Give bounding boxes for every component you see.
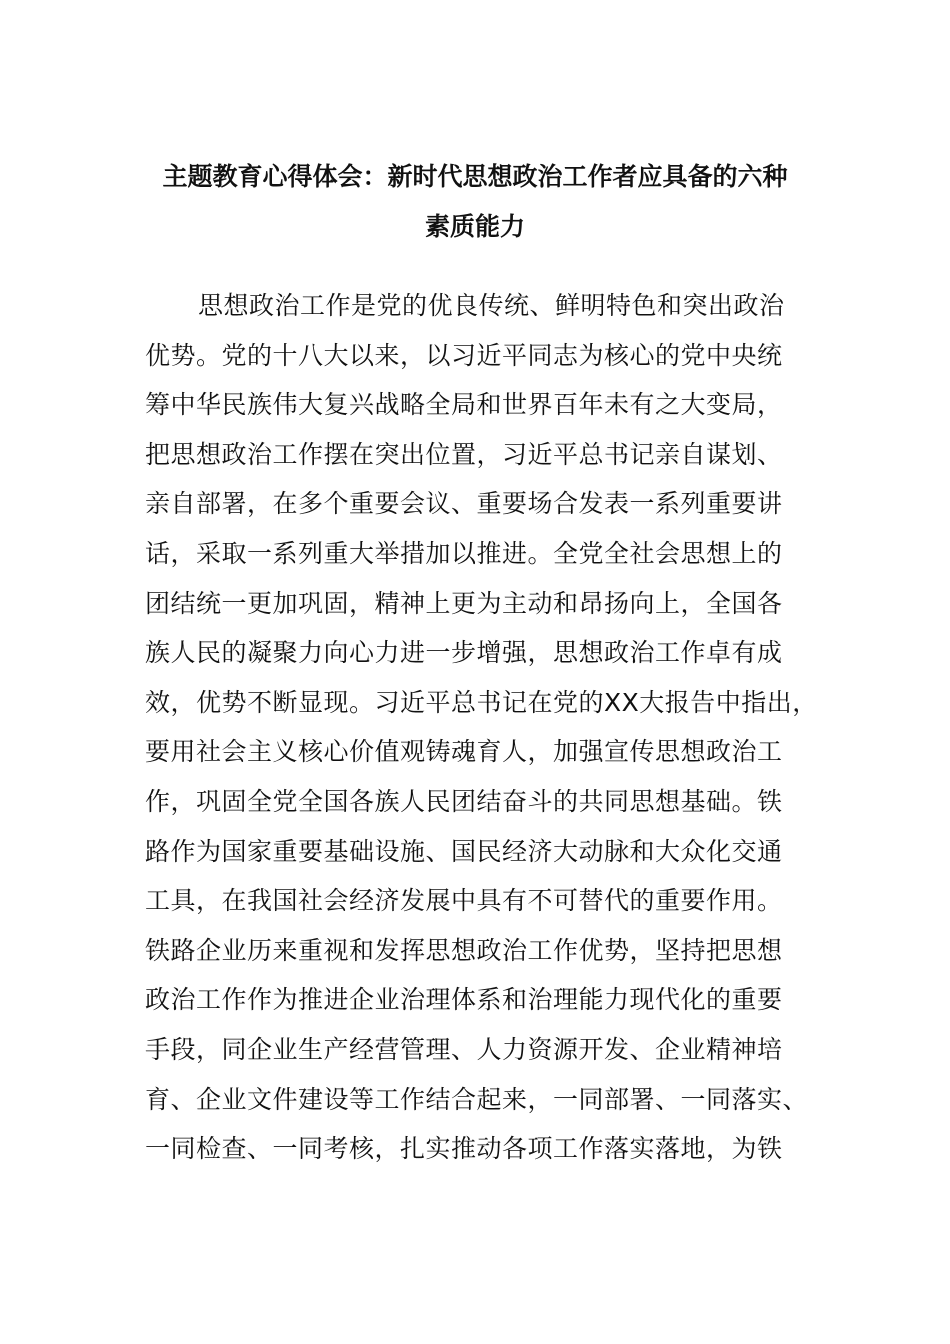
body-line: 育、企业文件建设等工作结合起来，一同部署、一同落实、: [145, 1084, 809, 1114]
document-title-line-2: 素质能力: [424, 212, 525, 241]
body-line: 亲自部署，在多个重要会议、重要场合发表一系列重要讲: [145, 489, 783, 519]
body-line: 一同检查、一同考核，扎实推动各项工作落实落地，为铁: [145, 1134, 783, 1164]
body-line: 作，巩固全党全国各族人民团结奋斗的共同思想基础。铁: [145, 786, 783, 816]
body-line: 政治工作作为推进企业治理体系和治理能力现代化的重要: [145, 985, 783, 1015]
body-line: 手段，同企业生产经营管理、人力资源开发、企业精神培: [145, 1034, 783, 1064]
document-title-line-1: 主题教育心得体会：新时代思想政治工作者应具备的六种: [162, 162, 788, 191]
document-body: [145, 281, 835, 1174]
body-line: 筹中华民族伟大复兴战略全局和世界百年未有之大变局，: [145, 390, 783, 420]
body-line: 优势。党的十八大以来，以习近平同志为核心的党中央统: [145, 340, 783, 370]
body-line: 族人民的凝聚力向心力进一步增强，思想政治工作卓有成: [145, 638, 783, 668]
body-line: 思想政治工作是党的优良传统、鲜明特色和突出政治: [198, 291, 785, 320]
body-line: 铁路企业历来重视和发挥思想政治工作优势，坚持把思想: [145, 935, 783, 965]
body-line: 要用社会主义核心价值观铸魂育人，加强宣传思想政治工: [145, 737, 783, 767]
body-line: 路作为国家重要基础设施、国民经济大动脉和大众化交通: [145, 836, 783, 866]
body-line: 效，优势不断显现。习近平总书记在党的XX大报告中指出，: [145, 687, 818, 717]
body-line: 团结统一更加巩固，精神上更为主动和昂扬向上，全国各: [145, 588, 783, 618]
body-line: 工具，在我国社会经济发展中具有不可替代的重要作用。: [145, 886, 783, 916]
body-line: 把思想政治工作摆在突出位置，习近平总书记亲自谋划、: [145, 439, 783, 469]
body-line: 话，采取一系列重大举措加以推进。全党全社会思想上的: [145, 538, 783, 568]
